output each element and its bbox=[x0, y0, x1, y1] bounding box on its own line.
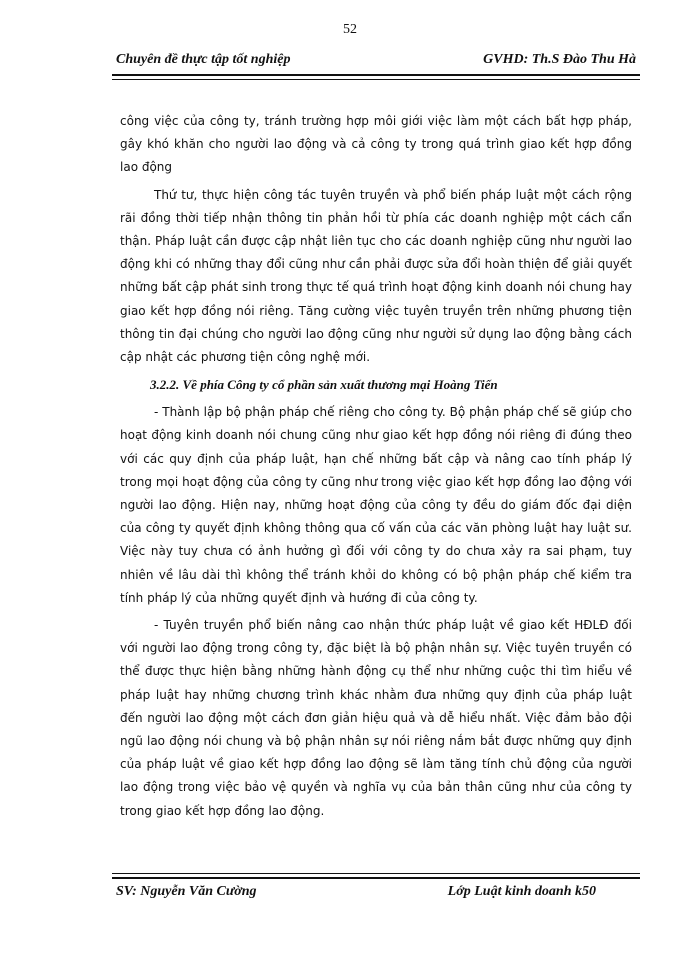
page-number: 52 bbox=[343, 22, 357, 37]
footer-class-name: Lớp Luật kinh doanh k50 bbox=[447, 884, 596, 899]
paragraph-fourth-point: Thứ tư, thực hiện công tác tuyên truyền và phổ biến pháp luật một cách rộng rãi đồng thời tiếp nhận thông tin phản hồi từ phía các doanh nghiệp một cách cẩn thận. Pháp luật cần được cập nhật liên tục cho các doanh nghiệp cũng như người lao động khi có những thay đổi cũng như cần phải được sửa đổi hoàn thiện để giải quyết những bất cập phát sinh trong thực tế quá trình hoạt động kinh doanh nói chung hay giao kết hợp đồng nói riêng. Tăng cường việc tuyên truyền trên những phương tiện thông tin đại chúng cho người lao động cũng như người sử dụng lao động bằng cách cập nhật các phương tiện công nghệ mới. bbox=[120, 187, 632, 365]
section-subheading: 3.2.2. Về phía Công ty cổ phần sản xuất thương mại Hoàng Tiến bbox=[150, 377, 498, 393]
header-document-title: Chuyên đề thực tập tốt nghiệp bbox=[116, 52, 291, 67]
paragraph-legal-awareness: - Tuyên truyền phổ biến nâng cao nhận thức pháp luật về giao kết HĐLĐ đối với người lao động trong công ty, đặc biệt là bộ phận nhân sự. Việc tuyên truyền có thể được thực hiện bằng những hành động cụ thể như những cuộc thi tìm hiểu về pháp luật hay những chương trình khác nhằm đưa những quy định của pháp luật đến người lao động một cách đơn giản hiệu quả và dễ hiểu nhất. Việc đảm bảo đội ngũ lao động nói chung và bộ phận nhân sự nói riêng nắm bắt được những quy định của pháp luật về giao kết hợp đồng lao động sẽ làm tăng tính chủ động của người lao động trong việc bảo vệ quyền và nghĩa vụ của bản thân cũng như của công ty trong giao kết hợp đồng lao động. bbox=[120, 618, 632, 818]
footer-student-name: SV: Nguyễn Văn Cường bbox=[116, 884, 257, 899]
page-footer bbox=[112, 884, 640, 904]
header-supervisor: GVHD: Th.S Đào Thu Hà bbox=[483, 52, 636, 67]
footer-rule bbox=[112, 873, 640, 879]
header-rule bbox=[112, 74, 640, 80]
paragraph-continuation: công việc của công ty, tránh trường hợp môi giới việc làm một cách bất hợp pháp, gây khó khăn cho người lao động và cả công ty trong quá trình giao kết hợp đồng lao động bbox=[120, 114, 632, 175]
page-header bbox=[112, 48, 640, 70]
page-body bbox=[120, 110, 632, 823]
paragraph-legal-department: - Thành lập bộ phận pháp chế riêng cho công ty. Bộ phận pháp chế sẽ giúp cho hoạt động kinh doanh nói chung cũng như giao kết hợp đồng nói riêng đi đúng theo với các quy định của pháp luật, hạn chế những bất cập và nâng cao tính pháp lý trong mọi hoạt động của công ty cũng như trong việc giao kết hợp đồng lao động với người lao động. Hiện nay, những hoạt động của công ty đều do giám đốc đại diện của công ty quyết định không thông qua cố vấn của các văn phòng luật hay luật sư. Việc này tuy chưa có ảnh hưởng gì đối với công ty do chưa xảy ra sai phạm, tuy nhiên về lâu dài thì không thể tránh khỏi do không có bộ phận pháp chế kiểm tra tính pháp lý của những quyết định và hướng đi của công ty. bbox=[120, 405, 632, 605]
